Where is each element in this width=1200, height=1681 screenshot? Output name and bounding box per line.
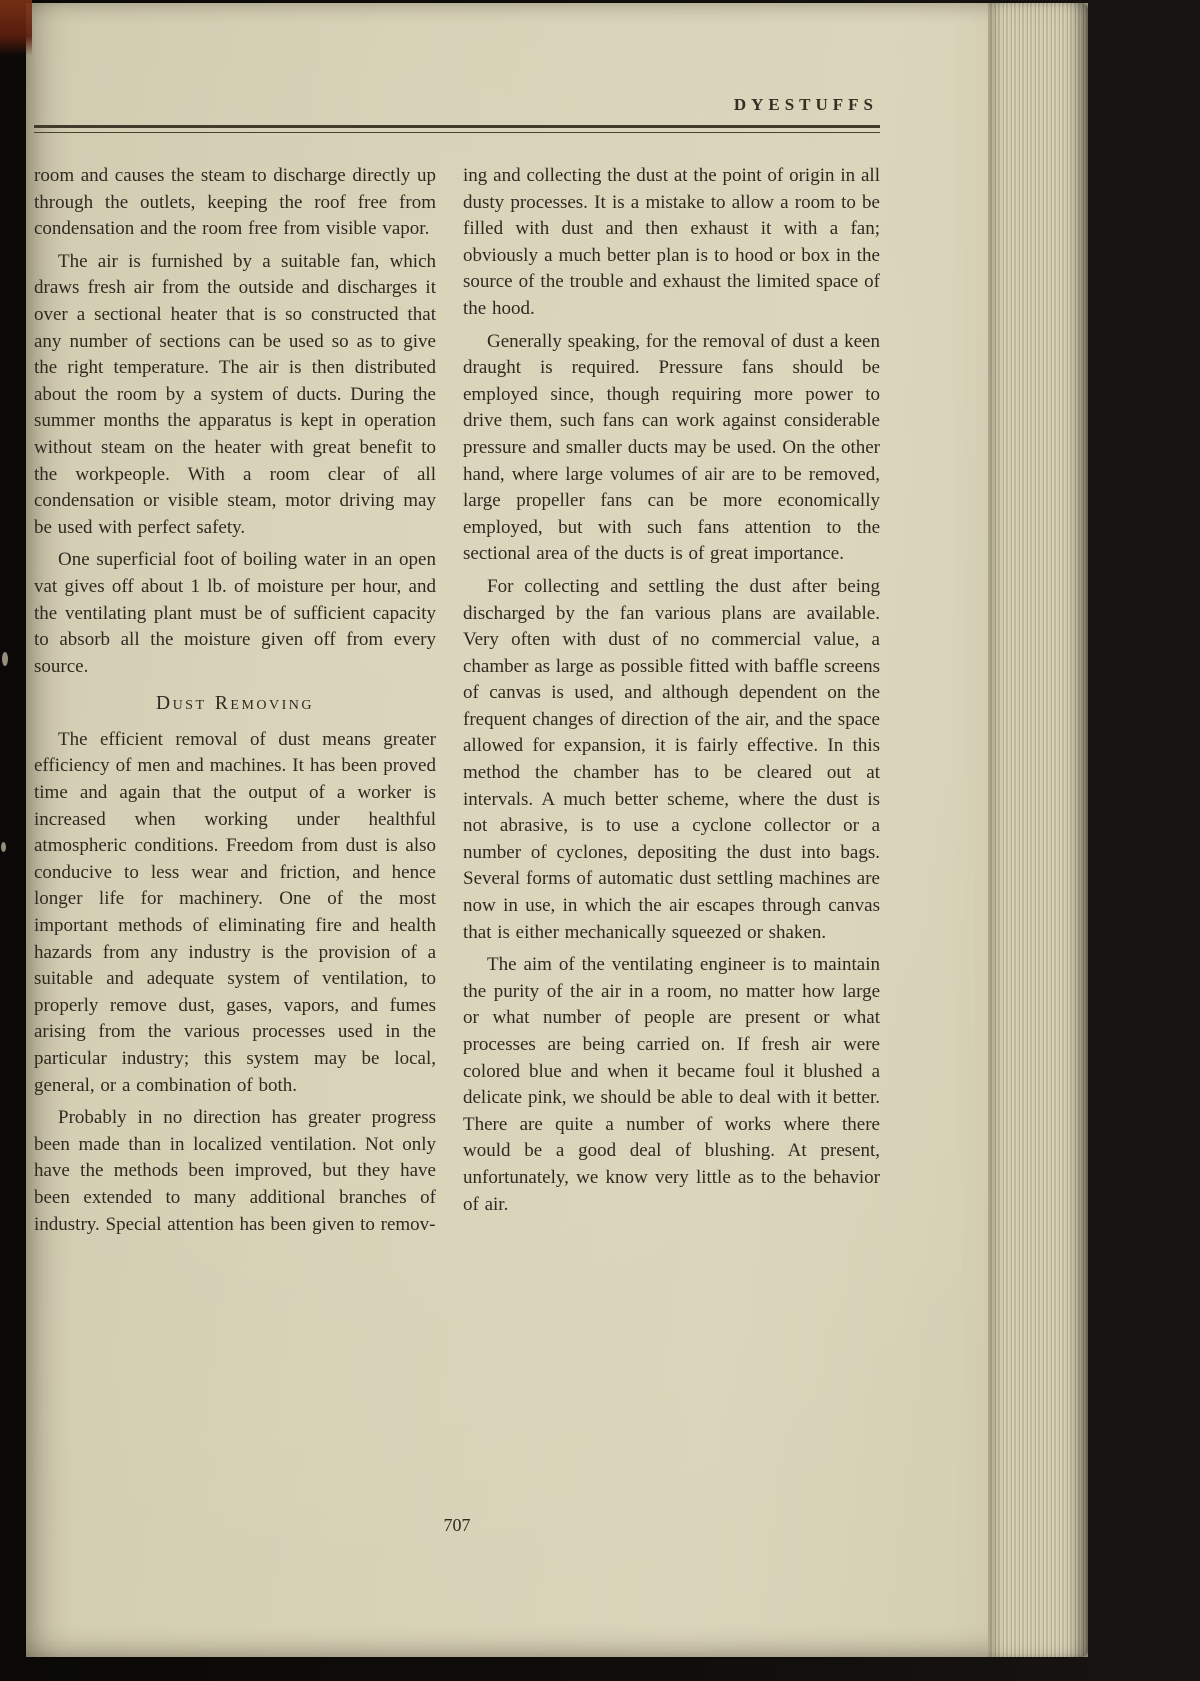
scan-artifact xyxy=(2,652,8,666)
scan-artifact xyxy=(1,842,6,852)
paragraph: The aim of the ventilating engineer is to maintain the purity of the air in a room, no matter how large or what number of people are present or what processes are being carried on. If fresh air were colored blue and when it became foul it blushed a delicate pink, we should be able to deal with it better. There are quite a number of works where there would be a good deal of blushing. At present, unfortunately, we know very little as to the behavior of air. xyxy=(463,954,880,1215)
paragraph: The air is furnished by a suitable fan, which draws fresh air from the outside and discharges it over a sectional heater that is so constructed that any number of sections can be used so as to give the right temperature. The air is then distributed about the room by a system of ducts. During the summer months the apparatus is kept in operation without steam on the heater with great benefit to the workpeople. With a room clear of all condensation or visible steam, motor driving may be used with perfect safety. xyxy=(34,250,436,538)
column-left xyxy=(34,163,436,1244)
paragraph: Probably in no direction has greater progress been made than in localized ventilation. Not only have the methods been improved, but they have been extended to many additional branches of industry. Special attention has been given to remov- xyxy=(34,1107,436,1235)
paragraph: Generally speaking, for the removal of dust a keen draught is required. Pressure fans should be employed since, though requiring more power to drive them, such fans can work against considerable pressure and smaller ducts may be used. On the other hand, where large volumes of air are to be removed, large propeller fans can be more economically employed, but with such fans attention to the sectional area of the ducts is of great importance. xyxy=(463,330,880,565)
page-content xyxy=(34,95,880,1535)
paragraph: One superficial foot of boiling water in an open vat gives off about 1 lb. of moisture per hour, and the ventilating plant must be of sufficient capacity to absorb all the moisture given off from every source. xyxy=(34,549,436,677)
column-right xyxy=(463,163,880,1244)
paragraph: For collecting and settling the dust after being discharged by the fan various plans are available. Very often with dust of no commercial value, a chamber as large as possible fitted with baffle screens of canvas is used, and although dependent on the frequent changes of direction of the air, and the space allowed for expansion, it is fairly effective. In this method the chamber has to be cleared out at intervals. A much better scheme, where the dust is not abrasive, is to use a cyclone collector or a number of cyclones, depositing the dust into bags. Several forms of automatic dust settling machines are now in use, in which the air escapes through canvas that is either mechanically squeezed or shaken. xyxy=(463,575,880,943)
paragraph: ing and collecting the dust at the point of origin in all dusty processes. It is a mistake to allow a room to be filled with dust and then exhaust it with a fan; obviously a much better plan is to hood or box in the source of the trouble and exhaust the limited space of the hood. xyxy=(463,165,880,319)
running-header: DYESTUFFS xyxy=(733,95,878,114)
section-heading: Dust Removing xyxy=(155,693,314,715)
paragraph: room and causes the steam to discharge directly up through the outlets, keeping the roof free from condensation and the room free from visible vapor. xyxy=(34,165,436,240)
page-edges xyxy=(988,3,1088,1657)
text-columns xyxy=(34,163,880,1244)
header-rule xyxy=(34,125,880,133)
page-number: 707 xyxy=(443,1515,471,1535)
page xyxy=(26,3,1088,1657)
paragraph: The efficient removal of dust means greater efficiency of men and machines. It has been proved time and again that the output of a worker is increased when working under healthful atmospheric conditions. Freedom from dust is also conducive to less wear and friction, and hence longer life for machinery. One of the most important methods of eliminating fire and health hazards from any industry is the provision of a suitable and adequate system of ventilation, to properly remove dust, gases, vapors, and fumes arising from the various processes used in the particular industry; this system may be local, general, or a combination of both. xyxy=(34,728,436,1096)
binding-ink-mark xyxy=(0,0,32,56)
